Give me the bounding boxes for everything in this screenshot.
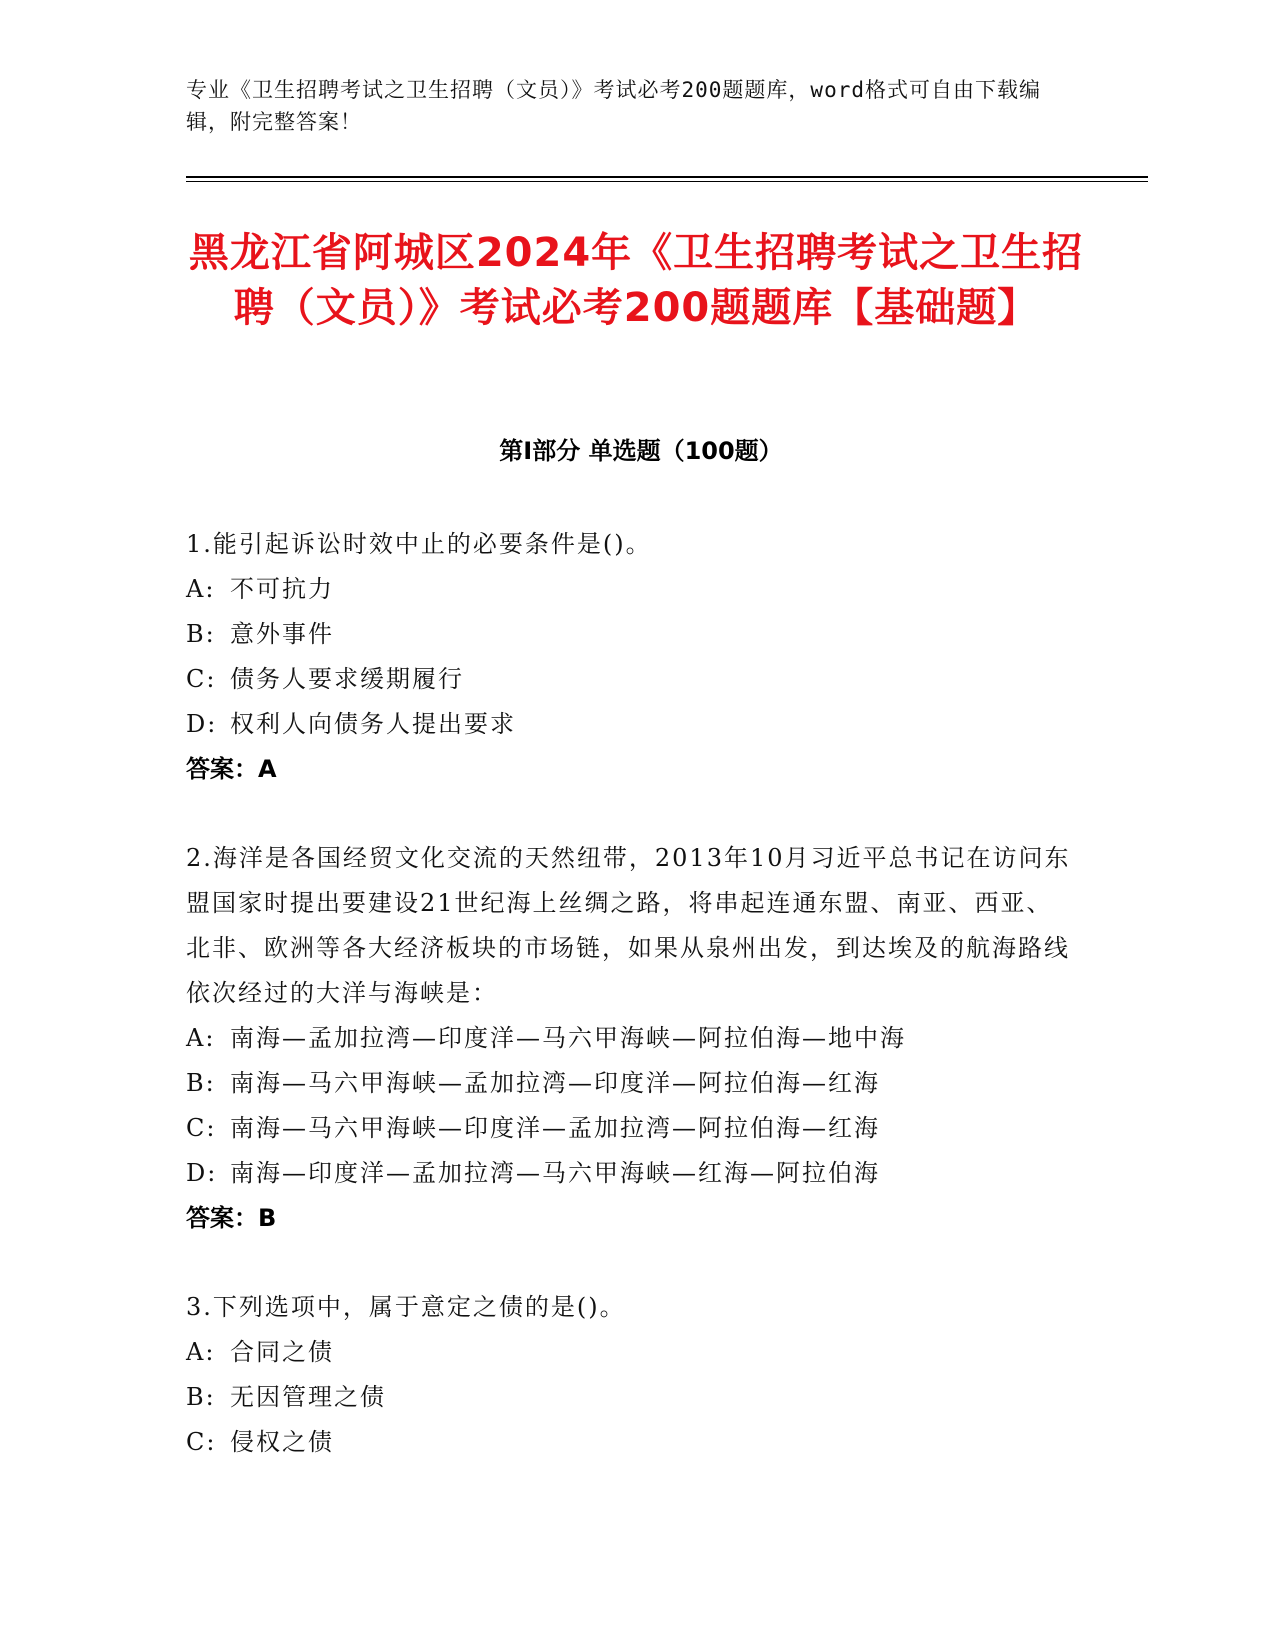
header-rule-thick [186,176,1148,178]
option-a [186,567,1076,612]
option-letter: B: [186,1069,216,1097]
option-c [186,1106,1076,1151]
header-note: 专业《卫生招聘考试之卫生招聘（文员）》考试必考200题题库，word格式可自由下载编辑，附完整答案！ [186,78,1041,134]
option-letter: D: [186,710,218,738]
option-text: 南海—孟加拉湾—印度洋—马六甲海峡—阿拉伯海—地中海 [230,1024,906,1052]
option-text: 不可抗力 [230,575,334,603]
option-b [186,1061,1076,1106]
option-c [186,1420,1076,1465]
option-letter: A: [186,1024,216,1052]
option-text: 南海—马六甲海峡—印度洋—孟加拉湾—阿拉伯海—红海 [230,1114,880,1142]
option-text: 意外事件 [230,620,334,648]
option-text: 南海—印度洋—孟加拉湾—马六甲海峡—红海—阿拉伯海 [230,1159,880,1187]
option-letter: C: [186,665,217,693]
option-text: 南海—马六甲海峡—孟加拉湾—印度洋—阿拉伯海—红海 [230,1069,880,1097]
question-stem: 2.海洋是各国经贸文化交流的天然纽带，2013年10月习近平总书记在访问东盟国家时提出要建设21世纪海上丝绸之路，将串起连通东盟、南亚、西亚、北非、欧洲等各大经济板块的市场链，如果从泉州出发，到达埃及的航海路线依次经过的大洋与海峡是： [186,844,1071,1007]
option-letter: C: [186,1114,217,1142]
option-text: 合同之债 [230,1338,334,1366]
question-list [186,522,1076,1509]
answer-line: 答案：A [186,755,277,783]
option-letter: B: [186,620,216,648]
section-heading: 第I部分 单选题（100题） [499,437,783,465]
option-c [186,657,1076,702]
option-letter: B: [186,1383,216,1411]
option-b [186,1375,1076,1420]
option-d [186,702,1076,747]
option-text: 无因管理之债 [230,1383,386,1411]
option-a [186,1330,1076,1375]
option-letter: D: [186,1159,218,1187]
answer-line: 答案：B [186,1204,277,1232]
question-3 [186,1285,1076,1465]
option-letter: A: [186,575,216,603]
header-rule-thin [186,181,1148,182]
option-letter: C: [186,1428,217,1456]
question-2 [186,836,1076,1241]
question-1 [186,522,1076,792]
option-a [186,1016,1076,1061]
option-text: 侵权之债 [230,1428,334,1456]
question-stem: 1.能引起诉讼时效中止的必要条件是()。 [186,530,652,558]
option-text: 权利人向债务人提出要求 [230,710,516,738]
option-letter: A: [186,1338,216,1366]
question-stem: 3.下列选项中，属于意定之债的是()。 [186,1293,626,1321]
document-title: 黑龙江省阿城区2024年《卫生招聘考试之卫生招聘（文员）》考试必考200题题库【基础题】 [188,230,1084,331]
option-text: 债务人要求缓期履行 [230,665,464,693]
option-b [186,612,1076,657]
option-d [186,1151,1076,1196]
